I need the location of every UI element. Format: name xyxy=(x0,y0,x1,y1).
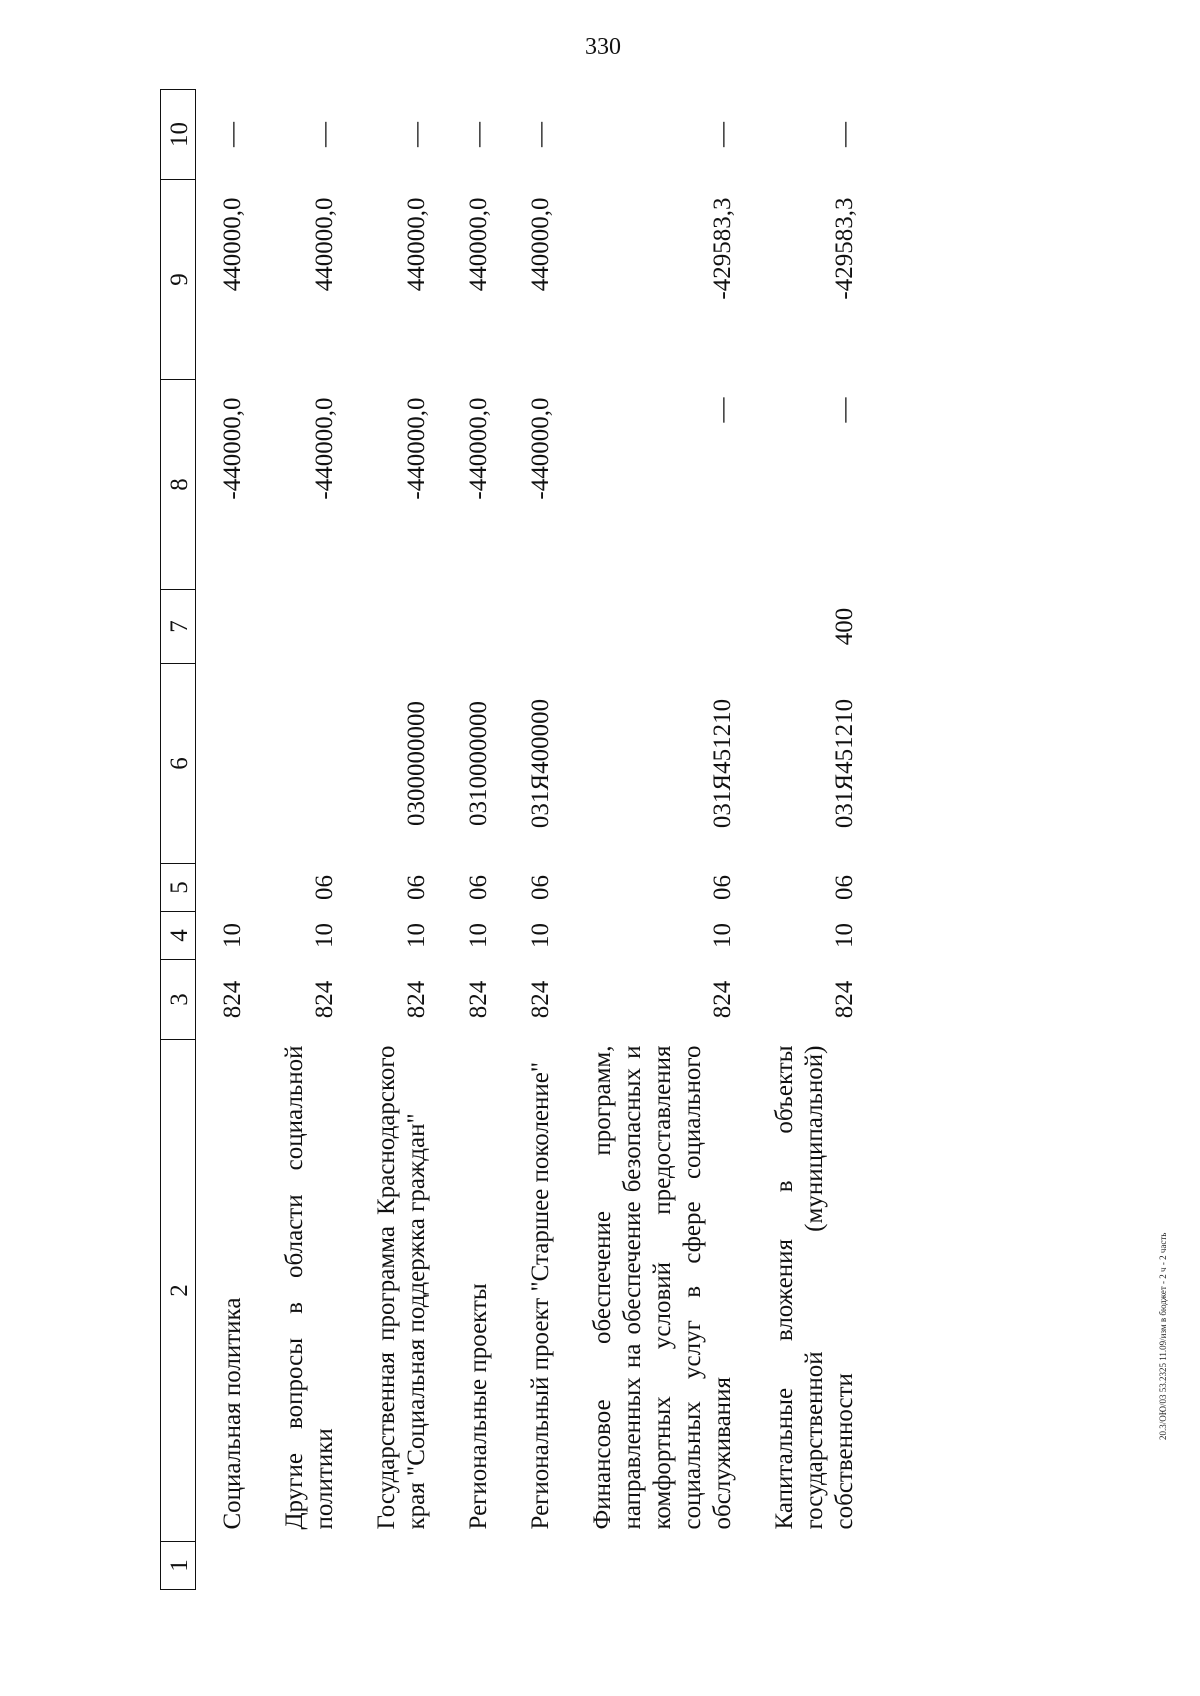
cell-pr: 06 xyxy=(465,875,492,900)
cell-ved: 824 xyxy=(709,980,736,1019)
col-header: 9 xyxy=(161,180,196,380)
table-row xyxy=(748,90,870,1590)
cell-c1 xyxy=(442,1542,504,1590)
budget-table-landscape xyxy=(160,90,1160,1590)
table-row xyxy=(566,90,748,1590)
cell-name: Государственная программа Краснодарского края "Социальная поддержка граждан" xyxy=(373,1045,430,1530)
cell-c10: — xyxy=(403,122,430,147)
cell-csr: 0300000000 xyxy=(403,701,430,826)
cell-vr xyxy=(350,590,442,664)
cell-c8: — xyxy=(709,397,736,423)
cell-csr: 031Я400000 xyxy=(527,698,554,829)
cell-c1 xyxy=(196,1542,259,1590)
cell-c9: 440000,0 xyxy=(403,197,430,292)
col-header: 7 xyxy=(161,590,196,664)
cell-rz: 10 xyxy=(219,923,246,948)
cell-c10: — xyxy=(709,122,736,147)
cell-c8: — xyxy=(831,397,858,423)
cell-c9: -429583,3 xyxy=(709,197,736,300)
cell-c9: -429583,3 xyxy=(831,197,858,300)
col-header: 1 xyxy=(161,1542,196,1590)
cell-rz: 10 xyxy=(403,923,430,948)
cell-rz: 10 xyxy=(311,923,338,948)
cell-c1 xyxy=(566,1542,748,1590)
col-header: 5 xyxy=(161,864,196,912)
cell-ved: 824 xyxy=(831,980,858,1019)
cell-ved: 824 xyxy=(219,980,246,1019)
cell-pr: 06 xyxy=(831,875,858,900)
cell-vr: 400 xyxy=(831,607,858,646)
cell-pr: 06 xyxy=(709,875,736,900)
cell-pr: 06 xyxy=(527,875,554,900)
cell-c9: 440000,0 xyxy=(465,197,492,292)
table-row xyxy=(504,90,566,1590)
cell-pr: 06 xyxy=(403,875,430,900)
col-header: 2 xyxy=(161,1040,196,1542)
cell-c10: — xyxy=(311,122,338,147)
cell-csr: 031Я451210 xyxy=(831,698,858,829)
cell-c10: — xyxy=(527,122,554,147)
cell-c8: -440000,0 xyxy=(465,397,492,500)
cell-vr xyxy=(504,590,566,664)
cell-c8: -440000,0 xyxy=(403,397,430,500)
cell-rz: 10 xyxy=(527,923,554,948)
cell-vr xyxy=(566,590,748,664)
cell-c10: — xyxy=(831,122,858,147)
page-number: 330 xyxy=(585,34,621,60)
col-header: 6 xyxy=(161,664,196,864)
cell-name: Социальная политика xyxy=(219,1297,246,1530)
cell-c1 xyxy=(748,1542,870,1590)
cell-c8: -440000,0 xyxy=(219,397,246,500)
cell-name: Региональные проекты xyxy=(465,1283,492,1530)
col-header: 8 xyxy=(161,380,196,590)
col-header: 4 xyxy=(161,912,196,960)
cell-ved: 824 xyxy=(311,980,338,1019)
cell-csr: 0310000000 xyxy=(465,701,492,826)
cell-ved: 824 xyxy=(403,980,430,1019)
cell-rz: 10 xyxy=(831,923,858,948)
cell-c1 xyxy=(350,1542,442,1590)
table-row xyxy=(442,90,504,1590)
cell-c9: 440000,0 xyxy=(311,197,338,292)
cell-name: Финансовое обеспечение программ, направленных на обеспечение безопасных и комфортных условий предоставления социальных услуг в сфере социального обслуживания xyxy=(589,1045,736,1530)
cell-c9: 440000,0 xyxy=(219,197,246,292)
cell-ved: 824 xyxy=(527,980,554,1019)
table-row xyxy=(350,90,442,1590)
cell-c1 xyxy=(258,1542,350,1590)
cell-csr xyxy=(196,664,259,864)
cell-c10: — xyxy=(219,122,246,147)
cell-c10: — xyxy=(465,122,492,147)
cell-c8: -440000,0 xyxy=(311,397,338,500)
table-row xyxy=(196,90,259,1590)
cell-name: Капитальные вложения в объекты государственной (муниципальной) собственности xyxy=(771,1045,858,1530)
col-header: 3 xyxy=(161,960,196,1040)
cell-c9: 440000,0 xyxy=(527,197,554,292)
cell-rz: 10 xyxy=(465,923,492,948)
cell-ved: 824 xyxy=(465,980,492,1019)
cell-vr xyxy=(196,590,259,664)
col-header: 10 xyxy=(161,90,196,180)
table-row xyxy=(258,90,350,1590)
column-number-header xyxy=(161,90,196,1590)
cell-csr: 031Я451210 xyxy=(709,698,736,829)
cell-c1 xyxy=(504,1542,566,1590)
cell-pr xyxy=(196,864,259,912)
cell-pr: 06 xyxy=(311,875,338,900)
cell-c8: -440000,0 xyxy=(527,397,554,500)
cell-vr xyxy=(442,590,504,664)
cell-name: Региональный проект "Старшее поколение" xyxy=(527,1061,554,1530)
budget-table xyxy=(160,89,870,1590)
cell-name: Другие вопросы в области социальной политики xyxy=(281,1045,338,1530)
footer-reference: 20.3/ОЮ/03 53.2325 11.09/изм в бюджет - 2 ч - 2 часть xyxy=(1158,1232,1168,1440)
cell-rz: 10 xyxy=(709,923,736,948)
cell-csr xyxy=(258,664,350,864)
cell-vr xyxy=(258,590,350,664)
